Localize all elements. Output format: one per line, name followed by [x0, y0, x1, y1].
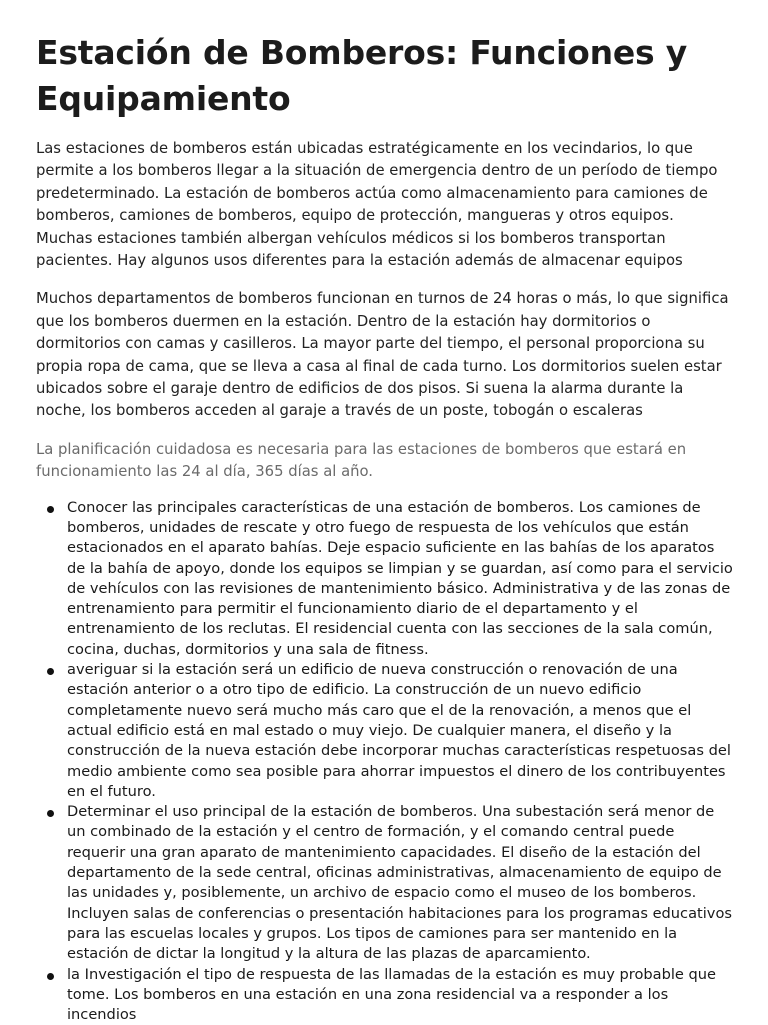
page-title: Estación de Bomberos: Funciones y Equipamiento [36, 33, 688, 118]
list-item [36, 965, 734, 1025]
list-item [36, 498, 734, 660]
bullet-list [36, 498, 734, 1025]
bullet-icon [47, 810, 54, 817]
list-item-text: averiguar si la estación será un edificio de nueva construcción o renovación de una estación anterior o a otro tipo de edificio. La construcción de un nuevo edificio completamente nuevo será mucho más caro que el de la renovación, a menos que el actual edificio está en mal estado o muy viejo. De cualquier manera, el diseño y la construcción de la nueva estación debe incorporar muchas características respetuosas del medio ambiente como sea posible para ahorrar impuestos el dinero de los contribuyentes en el futuro. [67, 661, 731, 800]
bullet-icon [47, 973, 54, 980]
article [36, 30, 734, 1025]
paragraph-shifts: Muchos departamentos de bomberos funcionan en turnos de 24 horas o más, lo que significa que los bomberos duermen en la estación. Dentro de la estación hay dormitorios o dormitorios con camas y casilleros. La mayor parte del tiempo, el personal proporciona su propia ropa de cama, que se lleva a casa al final de cada turno. Los dormitorios suelen estar ubicados sobre el garaje dentro de edificios de dos pisos. Si suena la alarma durante la noche, los bomberos acceden al garaje a través de un poste, tobogán o escaleras [36, 290, 729, 420]
bullet-icon [47, 668, 54, 675]
bullet-icon [47, 506, 54, 513]
list-item-text: Conocer las principales características de una estación de bomberos. Los camiones de bomberos, unidades de rescate y otro fuego de respuesta de los vehículos que están estacionados en el aparato bahías. Deje espacio suficiente en las bahías de los aparatos de la bahía de apoyo, donde los equipos se limpian y se guardan, así como para el servicio de vehículos con las revisiones de mantenimiento básico. Administrativa y de las zonas de entrenamiento para permitir el funcionamiento diario de el departamento y el entrenamiento de los reclutas. El residencial cuenta con las secciones de la sala común, cocina, duchas, dormitorios y una sala de fitness. [67, 498, 733, 658]
list-item-text: Determinar el uso principal de la estación de bomberos. Una subestación será menor de un combinado de la estación y el centro de formación, y el comando central puede requerir una gran aparato de mantenimiento capacidades. El diseño de la estación del departamento de la sede central, oficinas administrativas, almacenamiento de equipo de las unidades y, posiblemente, un archivo de espacio como el museo de los bomberos. Incluyen salas de conferencias o presentación habitaciones para los programas educativos para las escuelas locales y grupos. Los tipos de camiones para ser mantenido en la estación de dictar la longitud y la altura de las plazas de aparcamiento. [67, 803, 732, 963]
paragraph-intro: Las estaciones de bomberos están ubicadas estratégicamente en los vecindarios, lo que permite a los bomberos llegar a la situación de emergencia dentro de un período de tiempo predeterminado. La estación de bomberos actúa como almacenamiento para camiones de bomberos, camiones de bomberos, equipo de protección, mangueras y otros equipos. Muchas estaciones también albergan vehículos médicos si los bomberos transportan pacientes. Hay algunos usos diferentes para la estación además de almacenar equipos [36, 140, 718, 270]
lead-paragraph: La planificación cuidadosa es necesaria para las estaciones de bomberos que estará en funcionamiento las 24 al día, 365 días al año. [36, 440, 687, 481]
list-item-text: la Investigación el tipo de respuesta de las llamadas de la estación es muy probable que tome. Los bomberos en una estación en una zona residencial va a responder a los incendios [67, 965, 717, 1024]
list-item [36, 660, 734, 802]
list-item [36, 802, 734, 964]
